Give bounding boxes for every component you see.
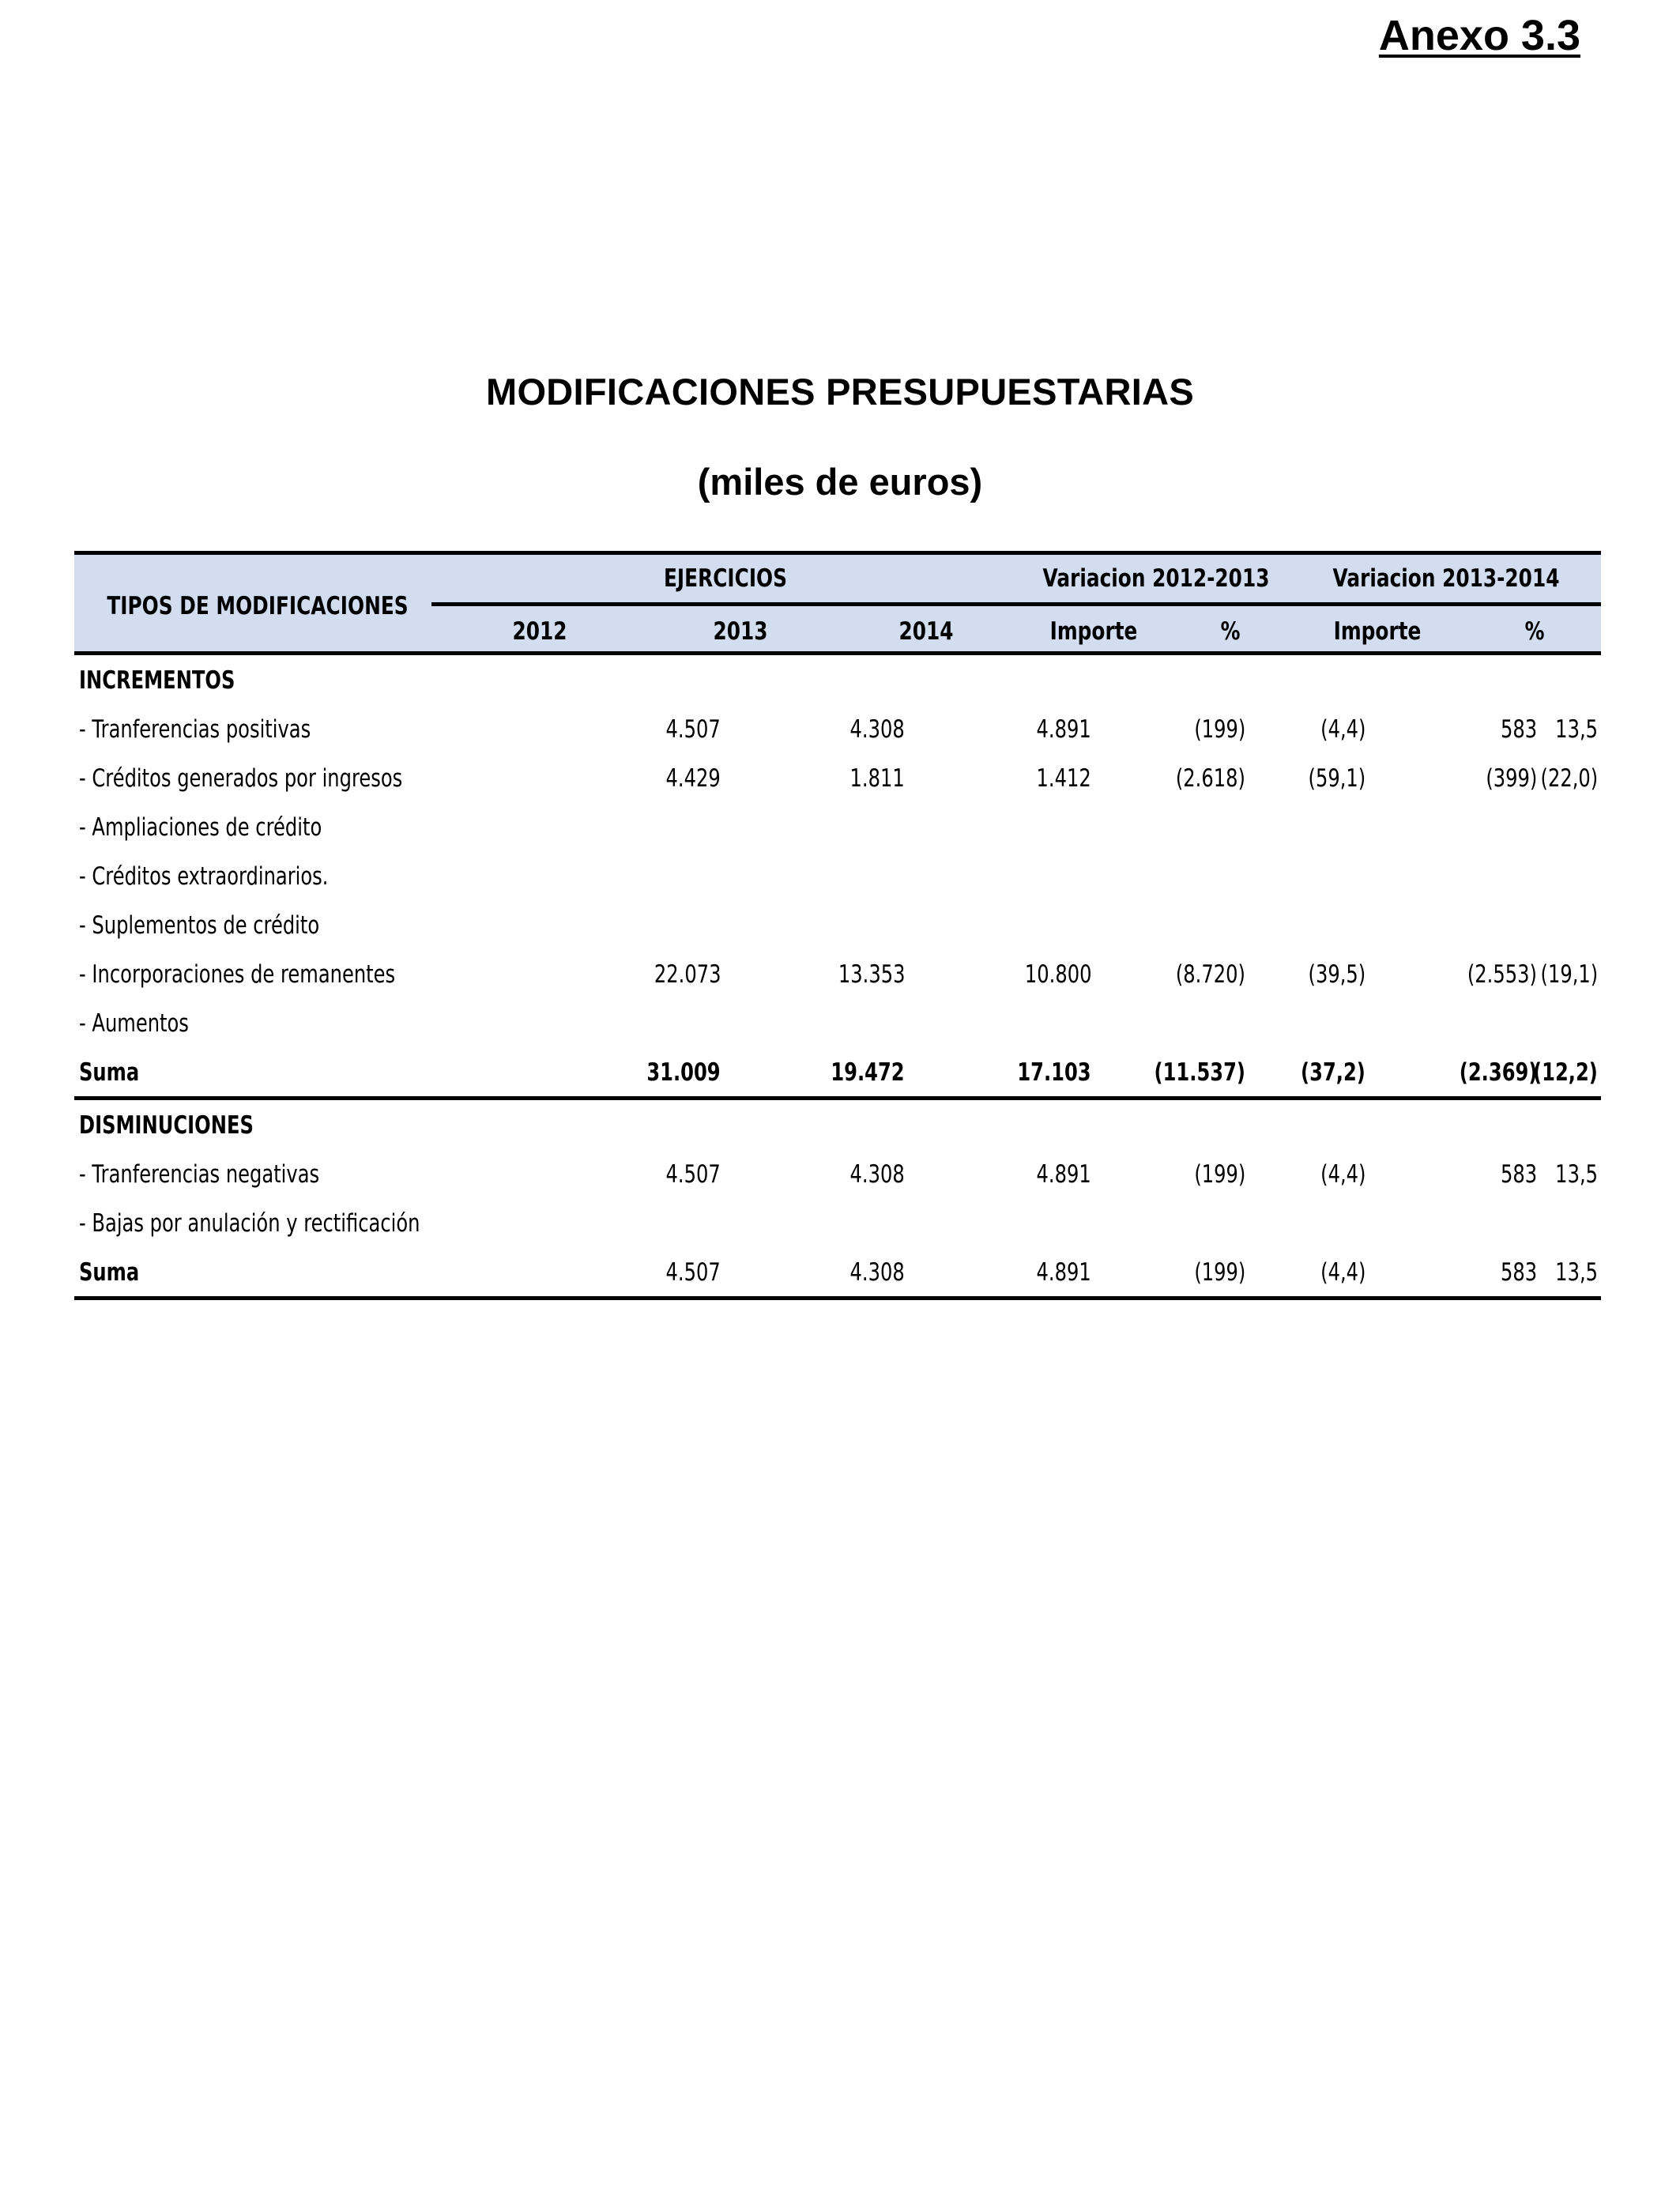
cell-pct-2: (19,1)	[1540, 960, 1598, 989]
section-label-disminuciones: DISMINUCIONES	[79, 1111, 254, 1140]
header-importe-2: Importe	[1333, 617, 1422, 646]
cell-2012: 22.073	[654, 960, 721, 989]
cell-importe-1: (2.618)	[1175, 764, 1245, 793]
cell-pct-1: (4,4)	[1320, 715, 1365, 744]
row-label: - Ampliaciones de crédito	[79, 813, 322, 842]
table-row	[74, 949, 1601, 998]
row-label: - Incorporaciones de remanentes	[79, 960, 396, 989]
cell-pct-2: 13,5	[1555, 1160, 1598, 1189]
page-subtitle: (miles de euros)	[697, 461, 983, 503]
table-row	[74, 1198, 1601, 1247]
row-label: - Créditos generados por ingresos	[79, 764, 403, 793]
table-row	[74, 998, 1601, 1047]
row-label: - Suplementos de crédito	[79, 911, 320, 940]
cell-2012: 4.507	[665, 715, 721, 744]
header-pct-1: %	[1220, 617, 1241, 646]
row-label: - Créditos extraordinarios.	[79, 862, 329, 891]
header-2012: 2012	[512, 617, 567, 646]
section-label-incrementos: INCREMENTOS	[79, 666, 235, 695]
cell-importe-1: (8.720)	[1175, 960, 1245, 989]
cell-pct-2: (12,2)	[1533, 1058, 1598, 1087]
cell-pct-1: (59,1)	[1308, 764, 1365, 793]
cell-importe-2: (2.369)	[1459, 1058, 1537, 1087]
row-label: Suma	[79, 1058, 140, 1087]
header-pct-2: %	[1524, 617, 1545, 646]
row-label: - Tranferencias negativas	[79, 1160, 320, 1189]
header-ejercicios: EJERCICIOS	[663, 564, 788, 593]
table-row	[74, 655, 1601, 704]
cell-2013: 1.811	[849, 764, 905, 793]
cell-pct-2: 13,5	[1555, 1258, 1598, 1287]
cell-2013: 4.308	[849, 1160, 905, 1189]
table-row	[74, 1100, 1601, 1149]
budget-modifications-table	[74, 551, 1601, 1300]
table-row	[74, 900, 1601, 949]
cell-importe-2: 583	[1500, 715, 1537, 744]
cell-2013: 19.472	[831, 1058, 905, 1087]
cell-importe-1: (199)	[1193, 715, 1245, 744]
cell-2012: 4.429	[665, 764, 721, 793]
cell-2012: 4.507	[665, 1160, 721, 1189]
cell-2014: 4.891	[1036, 1258, 1091, 1287]
table-body	[74, 655, 1601, 1300]
table-row-total	[74, 1247, 1601, 1300]
cell-pct-1: (4,4)	[1320, 1160, 1365, 1189]
header-2013: 2013	[713, 617, 768, 646]
header-divider	[431, 602, 1601, 606]
header-importe-1: Importe	[1049, 617, 1138, 646]
cell-pct-2: (22,0)	[1540, 764, 1598, 793]
page-title: MODIFICACIONES PRESUPUESTARIAS	[486, 371, 1194, 413]
cell-2014: 1.412	[1036, 764, 1091, 793]
cell-2013: 4.308	[849, 1258, 905, 1287]
cell-2013: 13.353	[838, 960, 905, 989]
table-row	[74, 851, 1601, 900]
table-header	[74, 551, 1601, 655]
cell-pct-1: (37,2)	[1301, 1058, 1365, 1087]
cell-pct-1: (39,5)	[1308, 960, 1365, 989]
row-label: - Tranferencias positivas	[79, 715, 311, 744]
header-variacion-2012-2013: Variacion 2012-2013	[1042, 564, 1270, 593]
row-label: - Aumentos	[79, 1009, 189, 1038]
cell-importe-1: (199)	[1193, 1160, 1245, 1189]
table-row	[74, 704, 1601, 753]
header-variacion-2013-2014: Variacion 2013-2014	[1332, 564, 1560, 593]
header-2014: 2014	[898, 617, 954, 646]
cell-pct-2: 13,5	[1555, 715, 1598, 744]
cell-importe-2: 583	[1500, 1258, 1537, 1287]
table-row	[74, 753, 1601, 802]
cell-2012: 31.009	[646, 1058, 721, 1087]
cell-importe-2: 583	[1500, 1160, 1537, 1189]
cell-2014: 10.800	[1024, 960, 1091, 989]
cell-importe-2: (2.553)	[1467, 960, 1537, 989]
table-row-total	[74, 1047, 1601, 1100]
cell-2014: 17.103	[1017, 1058, 1091, 1087]
cell-2014: 4.891	[1036, 1160, 1091, 1189]
row-label: - Bajas por anulación y rectificación	[79, 1209, 420, 1238]
cell-2013: 4.308	[849, 715, 905, 744]
cell-2012: 4.507	[665, 1258, 721, 1287]
cell-2014: 4.891	[1036, 715, 1091, 744]
cell-importe-2: (399)	[1485, 764, 1537, 793]
cell-pct-1: (4,4)	[1320, 1258, 1365, 1287]
cell-importe-1: (199)	[1193, 1258, 1245, 1287]
header-tipos: TIPOS DE MODIFICACIONES	[107, 592, 409, 620]
row-label: Suma	[79, 1258, 140, 1287]
table-row	[74, 802, 1601, 851]
table-row	[74, 1149, 1601, 1198]
cell-importe-1: (11.537)	[1154, 1058, 1245, 1087]
annex-label: Anexo 3.3	[1378, 12, 1580, 59]
